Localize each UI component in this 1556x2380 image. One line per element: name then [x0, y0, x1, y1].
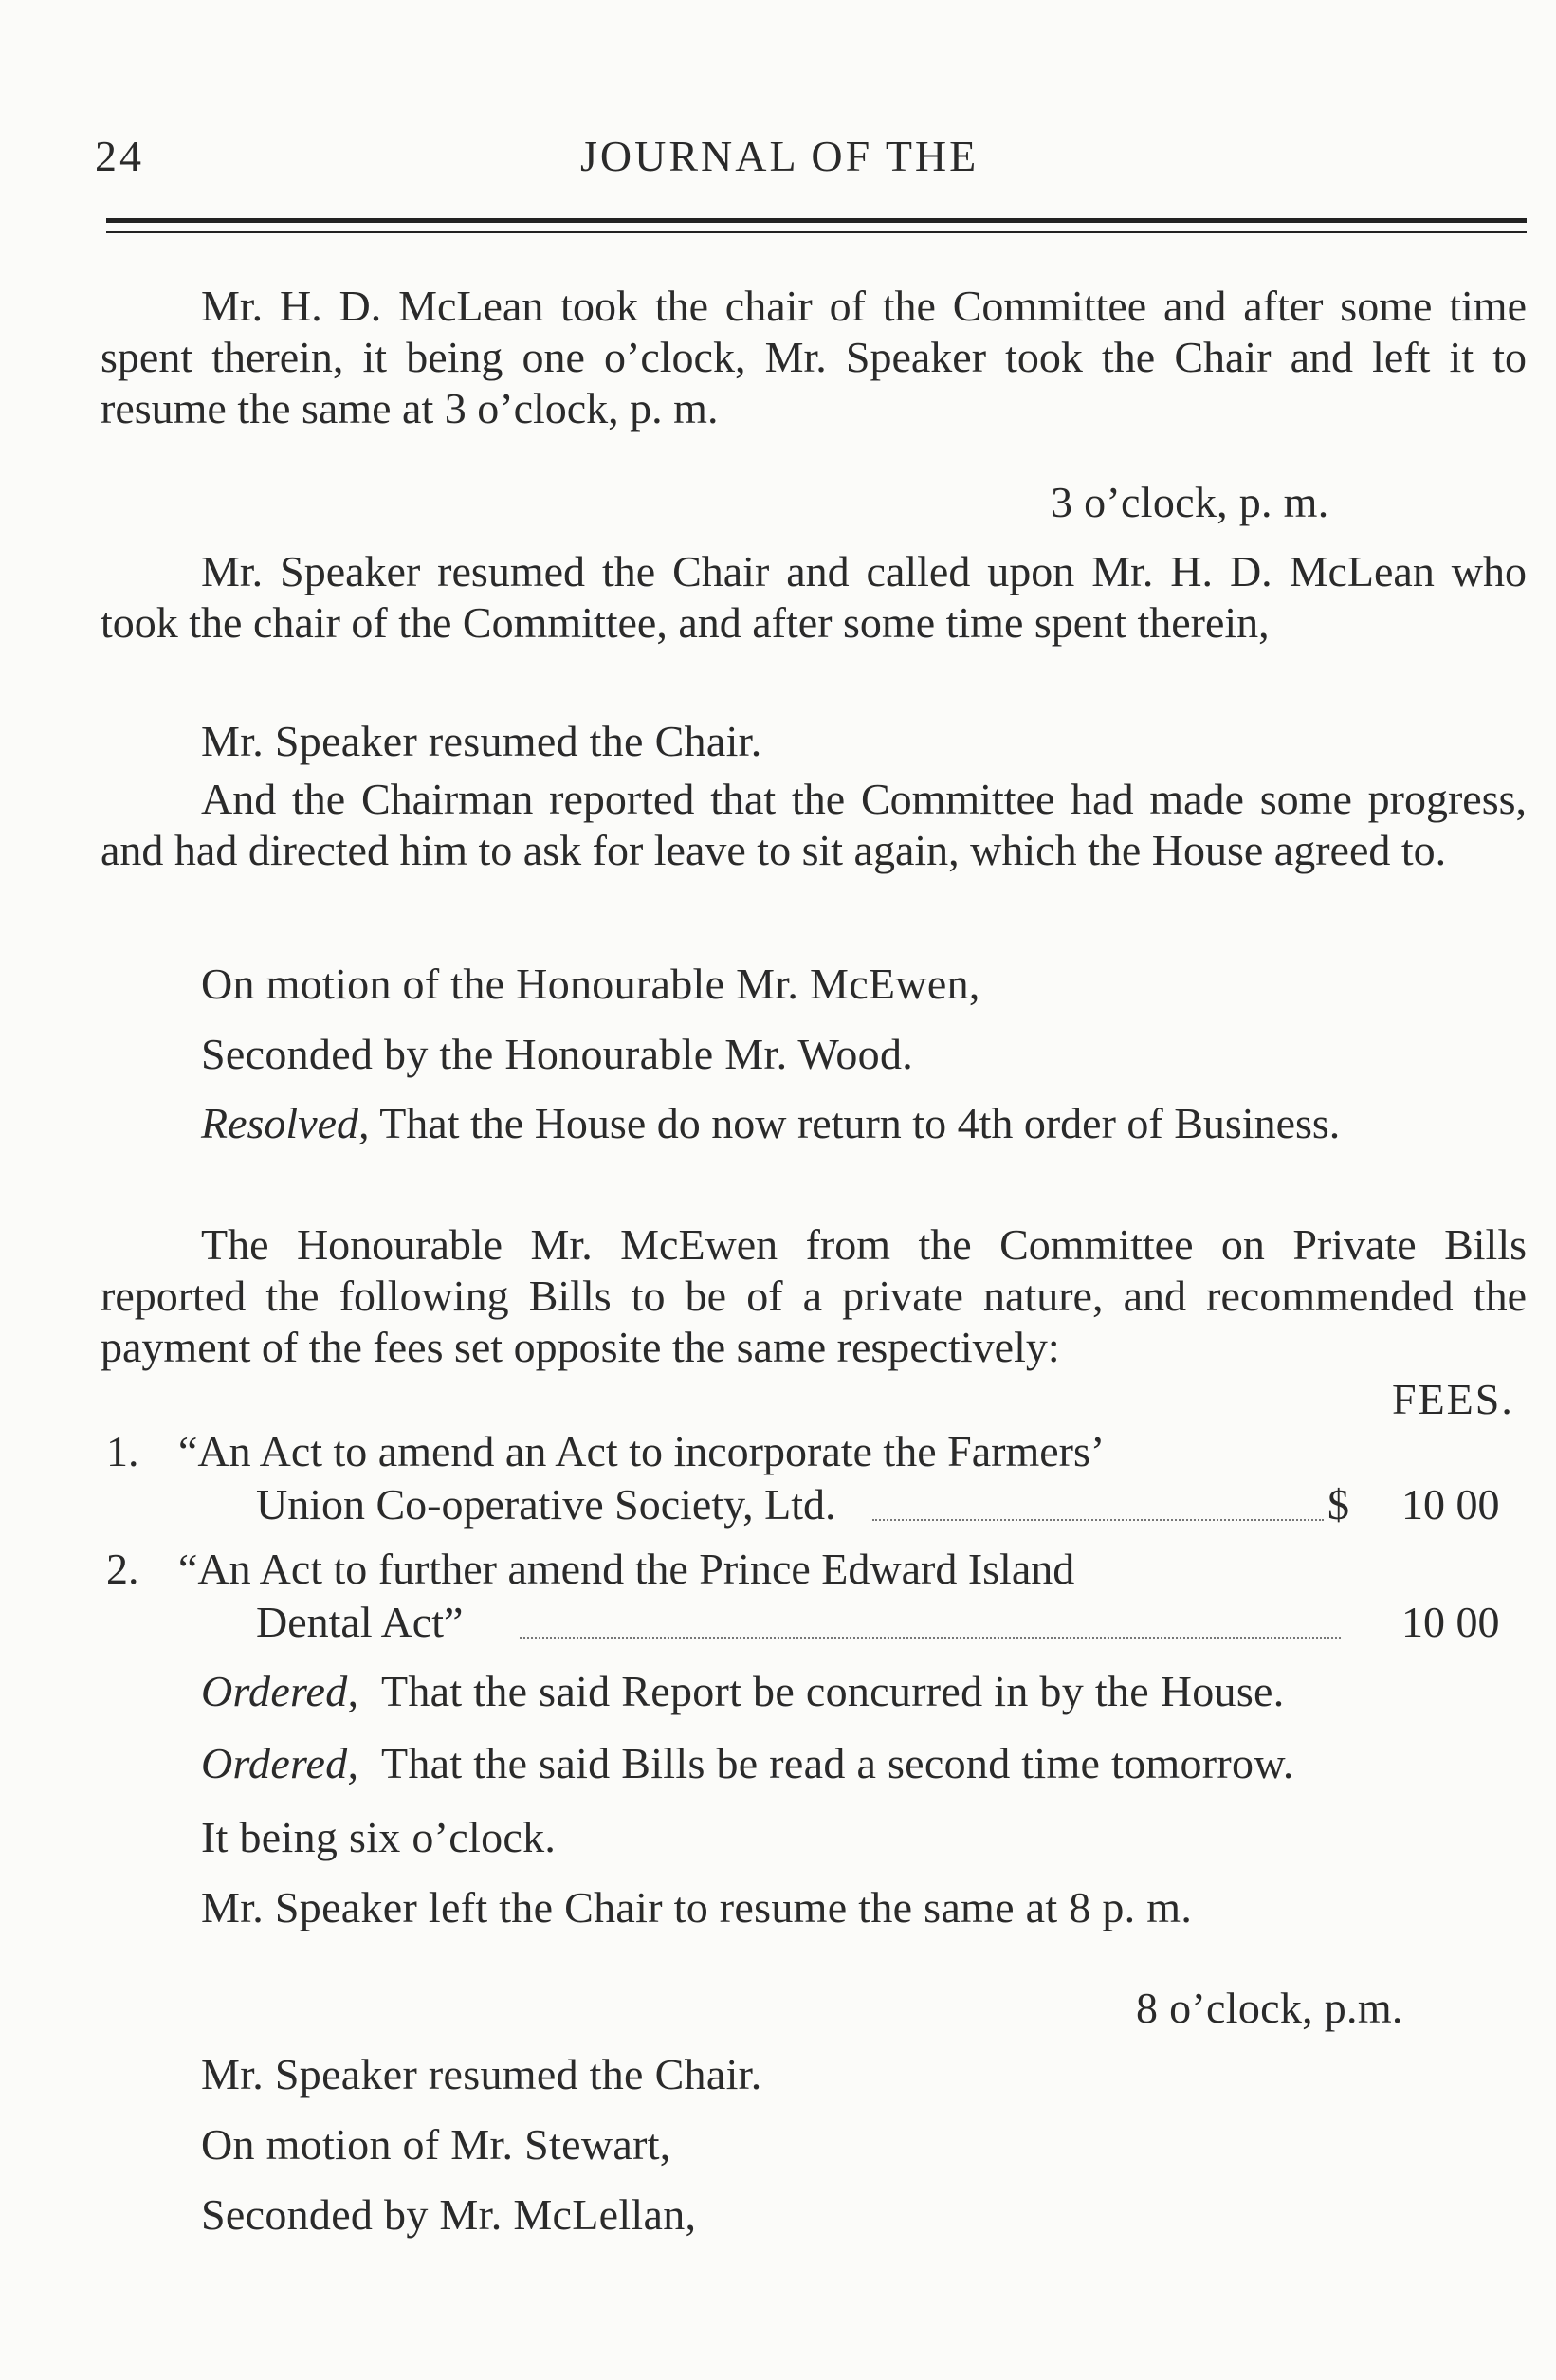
- dot-leader: [520, 1637, 1341, 1639]
- ordered-label: Ordered,: [201, 1667, 359, 1715]
- dot-leader: [872, 1519, 1324, 1521]
- header-rule-thick: [106, 218, 1527, 223]
- fees-heading: FEES.: [1392, 1375, 1514, 1423]
- seconded-mclellan: Seconded by Mr. McLellan,: [201, 2190, 697, 2239]
- paragraph-speaker-resumed-2: Mr. Speaker resumed the Chair.: [201, 2050, 762, 2098]
- paragraph-private-bills: The Honourable Mr. McEwen from the Committee on Private Bills reported the following Bills to be of a private nature, and recommended the payment of the fees set opposite the same respectively:: [101, 1220, 1527, 1371]
- ordered-second-reading: Ordered, That the said Bills be read a second time tomorrow.: [201, 1739, 1294, 1787]
- bill-title-line-1: “An Act to further amend the Prince Edward Island: [178, 1545, 1075, 1593]
- bill-title-line-1: “An Act to amend an Act to incorporate the Farmers’: [178, 1427, 1106, 1475]
- fee-amount: 10 00: [1401, 1480, 1500, 1529]
- six-oclock-line: It being six o’clock.: [201, 1813, 557, 1861]
- time-stamp-3pm: 3 o’clock, p. m.: [1051, 478, 1329, 526]
- resolution-paragraph: Resolved, That the House do now return to 4th order of Business.: [201, 1099, 1341, 1147]
- paragraph-committee-2: Mr. Speaker resumed the Chair and called upon Mr. H. D. McLean who took the chair of the Committee, and after some time spent therein,: [101, 547, 1527, 647]
- bill-title-line-2: Union Co-operative Society, Ltd.: [256, 1480, 836, 1529]
- ordered-report-concurred: Ordered, That the said Report be concurred in by the House.: [201, 1667, 1285, 1715]
- ordered-label: Ordered,: [201, 1739, 359, 1787]
- motion-line: On motion of the Honourable Mr. McEwen,: [201, 960, 980, 1008]
- bill-title-line-2: Dental Act”: [256, 1598, 464, 1646]
- bill-number: 1.: [106, 1427, 139, 1475]
- seconded-line: Seconded by the Honourable Mr. Wood.: [201, 1030, 914, 1078]
- paragraph-chairman-report: And the Chairman reported that the Committee had made some progress, and had directed him to ask for leave to sit again, which the House agreed to.: [101, 775, 1527, 874]
- paragraph-speaker-resumed-1: Mr. Speaker resumed the Chair.: [201, 717, 762, 765]
- resolved-label: Resolved,: [201, 1099, 370, 1147]
- motion-stewart: On motion of Mr. Stewart,: [201, 2120, 671, 2169]
- fee-amount: 10 00: [1401, 1598, 1500, 1646]
- dollar-sign: $: [1327, 1480, 1349, 1529]
- header-rule-thin: [106, 231, 1527, 233]
- speaker-left-chair: Mr. Speaker left the Chair to resume the same at 8 p. m.: [201, 1883, 1193, 1931]
- paragraph-committee-1: Mr. H. D. McLean took the chair of the Committee and after some time spent therein, it being one o’clock, Mr. Speaker took the Chair and left it to resume the same at 3 o’clock, p. m.: [101, 282, 1527, 432]
- time-stamp-8pm: 8 o’clock, p.m.: [1136, 1984, 1403, 2032]
- page-number: 24: [95, 132, 144, 180]
- bill-number: 2.: [106, 1545, 139, 1593]
- running-title: JOURNAL OF THE: [580, 132, 979, 180]
